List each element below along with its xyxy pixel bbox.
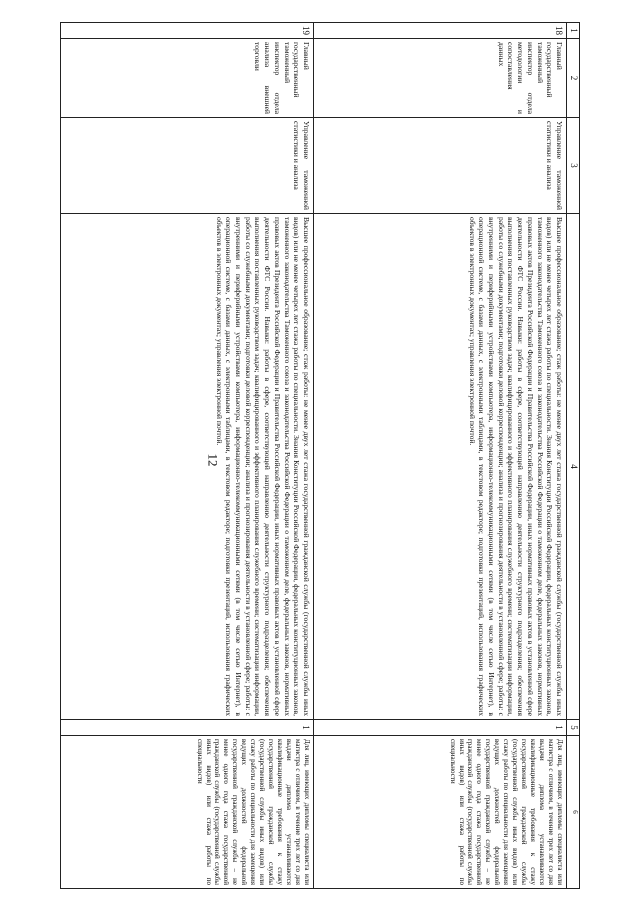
table-row bbox=[314, 23, 567, 889]
page-number: 12 bbox=[205, 453, 221, 467]
document-sheet bbox=[60, 22, 580, 885]
header-row bbox=[567, 23, 580, 889]
rotated-table-container bbox=[60, 22, 580, 885]
position-title: Главный государственный таможенный инспектор отдела анализа внешней торговли bbox=[61, 39, 314, 118]
notes: Для лиц, имеющих дипломы специалиста или магистра с отличием, в течение трех лет со дня выдачи диплома устанавливаются квалификационные требования к стажу государственной гражданской службы (государственной службы иных видов) или стажу работы по специальности для замещения ведущих должностей федеральной государственной гражданской службы – не менее одного года стажа государственной гражданской службы (государственной службы иных видов) или стажа работы по специальности bbox=[314, 736, 567, 889]
header-col-6: 6 bbox=[567, 736, 580, 889]
header-col-4: 4 bbox=[567, 214, 580, 720]
row-number: 19 bbox=[61, 23, 314, 39]
notes: Для лиц, имеющих дипломы специалиста или магистра с отличием, в течение трех лет со дня выдачи диплома устанавливаются квалификационные требования к стажу государственной гражданской службы (государственной службы иных видов) или стажу работы по специальности для замещения ведущих должностей федеральной государственной гражданской службы – не менее одного года стажа государственной гражданской службы (государственной службы иных видов) или стажа работы по специальности bbox=[61, 736, 314, 889]
header-col-3: 3 bbox=[567, 118, 580, 214]
positions-table bbox=[60, 22, 580, 889]
qualification-requirements: Высшее профессиональное образование; стаж работы: не менее двух лет стажа государственной гражданской службы (государственной службы иных видов) или не менее четырех лет стажа работы по специальности. Знания Конституции Российской Федерации, федеральных конституционных законов, таможенного законодательства Таможенного союза и законодательства Российской Федерации о таможенном деле, федеральных законов, нормативных правовых актов Президента Российской Федерации и Правительства Российской Федерации, иных нормативных правовых актов в установленной сфере деятельности ФТС России. Навыки: работы в сфере, соответствующей направлению деятельности структурного подразделения; обеспечения выполнения поставленных руководством задач; квалифицированного и эффективного планирования служебного времени; систематизации информации, работы со служебными документами; подготовки деловой корреспонденции; анализа и прогнозирования деятельности в установленной сфере; работы: с внутренними и периферийными устройствами компьютера, информационно-телекоммуникационными сетями (в том числе сетью Интернет), в операционной системе, с базами данных, с электронными таблицами, в текстовом редакторе; подготовки презентаций, использования графических объектов в электронных документах; управления электронной почтой. bbox=[314, 214, 567, 720]
table-row bbox=[61, 23, 314, 889]
position-count: 1 bbox=[61, 720, 314, 736]
department-name: Управление таможенной статистики и анализа bbox=[61, 118, 314, 214]
header-col-5: 5 bbox=[567, 720, 580, 736]
position-title: Главный государственный таможенный инспектор отдела методологии и сопоставления данных bbox=[314, 39, 567, 118]
header-col-1: 1 bbox=[567, 23, 580, 39]
header-col-2: 2 bbox=[567, 39, 580, 118]
row-number: 18 bbox=[314, 23, 567, 39]
qualification-requirements: Высшее профессиональное образование; стаж работы: не менее двух лет стажа государственной гражданской службы (государственной службы иных видов) или не менее четырех лет стажа работы по специальности. Знания Конституции Российской Федерации, федеральных конституционных законов, таможенного законодательства Таможенного союза и законодательства Российской Федерации о таможенном деле, федеральных законов, нормативных правовых актов Президента Российской Федерации и Правительства Российской Федерации, иных нормативных правовых актов в установленной сфере деятельности ФТС России. Навыки: работы в сфере, соответствующей направлению деятельности структурного подразделения; обеспечения выполнения поставленных руководством задач; квалифицированного и эффективного планирования служебного времени; систематизации информации, работы со служебными документами; подготовки деловой корреспонденции; анализа и прогнозирования деятельности в установленной сфере; работы: с внутренними и периферийными устройствами компьютера, информационно-телекоммуникационными сетями (в том числе сетью Интернет), в операционной системе, с базами данных, с электронными таблицами, в текстовом редакторе; подготовки презентаций, использования графических объектов в электронных документах; управления электронной почтой. bbox=[61, 214, 314, 720]
position-count: 1 bbox=[314, 720, 567, 736]
department-name: Управление таможенной статистики и анализа bbox=[314, 118, 567, 214]
